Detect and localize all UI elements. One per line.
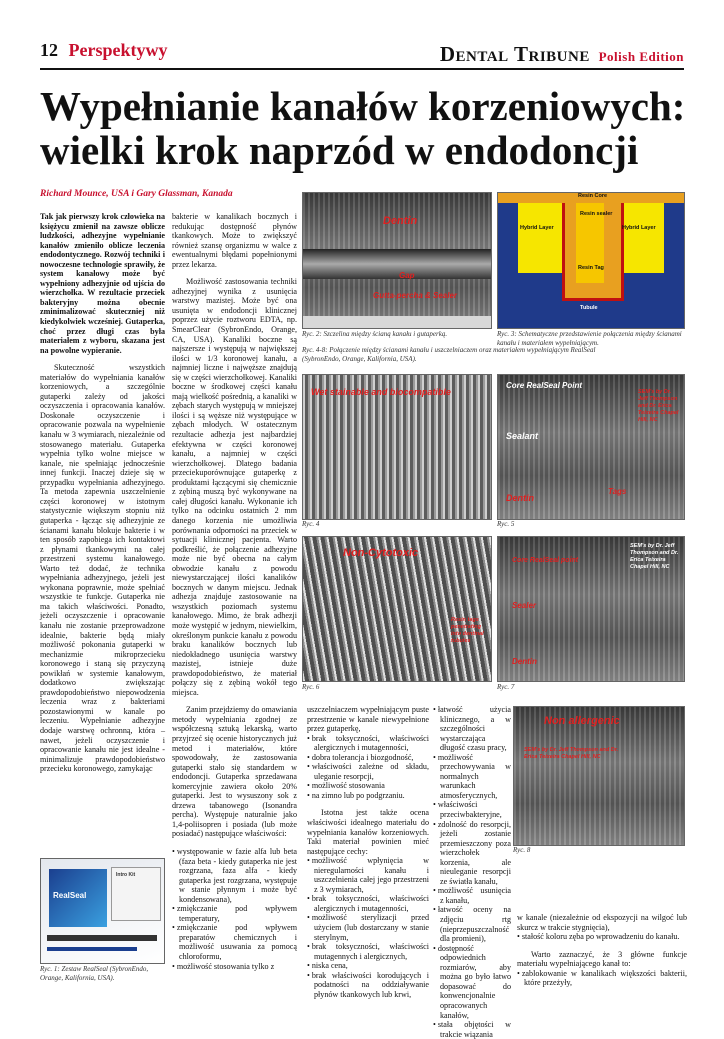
figure-5-caption: Ryc. 5 (497, 520, 515, 528)
page-header-left (40, 40, 167, 61)
page-header-right (440, 42, 684, 67)
text-column-4 (433, 705, 511, 1039)
figure-label: Wet stainable and biocompatible (311, 387, 451, 397)
figure-label: Core RealSeal point (512, 557, 579, 564)
syringe-shape (47, 935, 157, 941)
list-item: • łatwość oceny na zdjęciu rtg (nieprzepuszczalność dla promieni), (433, 905, 511, 943)
list-item: • zablokowanie w kanalikach większości bakterii, które przeżyły, (517, 969, 687, 988)
figure-4-sem-image (302, 374, 492, 520)
list-item: • zmiękczanie pod wpływem temperatury, (172, 904, 297, 923)
figure-3-caption: Ryc. 3: Schematyczne przedstawienie połączenia między ścianami kanału i materiałem wypełniającym. (497, 330, 682, 347)
list-item: • możliwość stosowania (307, 781, 429, 791)
kit-name-label: Intro Kit (116, 872, 136, 878)
figure-label: Tags (608, 487, 627, 496)
figure-6-caption: Ryc. 6 (302, 683, 320, 691)
figure-label: Dentin (512, 657, 537, 666)
figure-label: Dentin (383, 215, 418, 227)
figure-label: Gutta-percha & Sealer (373, 291, 458, 300)
text-column-2 (172, 212, 297, 971)
body-paragraph: Skuteczność wszystkich materiałów do wypełniania kanałów korzeniowych, a szczególnie gutaperki zależy od jakości oczyszczenia i opracowania kanałów. Doskonałe oczyszczenie i opracowanie pozwala na wypełnienie kanału w 3 wymiarach, niezależnie od stosowanego materiału. Gutaperka wypełnia tylko wolne miejsce w kanale, nie spełniając jednocześnie innej funkcji. Inaczej dzieje się w przypadku wypełniania adhezyjnego. Ta metoda zapewnia uszczelnienie części koronowej w istotnym statystycznie większym stopniu niż gutaperka - łącząc się adhezyjnie ze ścianami kanału blokuje bakterie i w ten sposób zapobiega ich kontaktowi z płynami tkankowymi na całej przestrzeni systemu kanałowego. Warto też dodać, że technika wypełniania adhezyjnego, jeżeli jest wykonana poprawnie, może spełniać wszystkie te funkcje. Gutaperka nie ma takich właściwości. Ponadto, jeżeli oczyszczenie i opracowanie kanału nie zostanie przeprowadzone idealnie, bakterie będą miały możliwość pokonania gutaperki w mechanizmie mikroprzecieku koronowego i staną się przyczyną powikłań w systemie kanałowym, dodatkowo zwiększając prawdopodobieństwo niepowodzenia leczenia wraz z bakteriami pozostawionymi w kanale po leczeniu. Wypełnianie adhezyjne dodaje warstwę ochronną, która – nawet, jeżeli oczyszczenie i opracowanie kanału nie jest idealne - minimalizuje prawdopodobieństwo przecieku koronowego, zamykając (40, 363, 165, 774)
figure-label: Hybrid Layer (622, 225, 656, 231)
list-item: • brak toksyczności, właściwości alergicznych i mutagenności, (307, 734, 429, 753)
section-name: Perspektywy (68, 40, 168, 60)
edition-label: Polish Edition (598, 49, 684, 64)
list-item: • zdolność do resorpcji, jeżeli zostanie przemieszczony poza wierzchołek korzenia, ale nieuleganie resorpcji ze światła kanału, (433, 820, 511, 887)
figure-label: SEM's by Dr. Jeff Thompson and Dr. Erica Teixeira Chapel Hill, NC (638, 389, 679, 423)
body-paragraph: uszczelniaczem wypełniającym puste przestrzenie w kanale niewypełnione przez gutaperkę, (307, 705, 429, 734)
figure-label: Gap (399, 271, 415, 280)
figure-label: Resin Tag (578, 265, 604, 271)
figure-1-caption: Ryc. 1: Zestaw RealSeal (SybronEndo, Orange, Kalifornia, USA). (40, 965, 149, 982)
ideal-material-list (307, 856, 429, 999)
body-paragraph: Zanim przejdziemy do omawiania metody wypełniania zgodnej ze współczesną sztuką lekarską, warto przyjrzeć się ocenie historycznych już metod i materiałów, które spowodowały, że zastosowania gutaperki stało się standardem w endodoncji. Gutaperka sprzedawana komercyjnie zawiera około 20% gutaperki. Jest to wysuszony sok z drzewa tabanowego (Isonandra percha). Występuje naturalnie jako 1,4-poliisopren i posiada (lub może posiadać) następujące właściwości: (172, 705, 297, 839)
list-item: • na zimno lub po podgrzaniu. (307, 791, 429, 801)
points-shape (47, 947, 137, 951)
figure-2-caption: Ryc. 2: Szczelina między ścianą kanału i gutaperką. (302, 330, 448, 338)
figure-4-caption: Ryc. 4 (302, 520, 320, 528)
figure-label: Non allergenic (544, 715, 620, 727)
list-item: • występowanie w fazie alfa lub beta (faza beta - kiedy gutaperka nie jest rozgrzana, faza alfa - kiedy gutaperka jest rozgrzana, występuje w stanie płynnym i może być kondensowana), (172, 847, 297, 904)
figure-label: Resin tags penetrating into dentinal tubules (451, 617, 484, 644)
list-item: • możliwość sterylizacji przed użyciem (lub dostarczany w stanie sterylnym, (307, 913, 429, 942)
properties-list (307, 734, 429, 801)
body-paragraph: w kanale (niezależnie od ekspozycji na wilgoć lub skurcz w trakcie stygnięcia), (517, 913, 687, 932)
kit-box (49, 869, 107, 927)
gap-band (303, 249, 491, 279)
list-item: • możliwość usunięcia z kanału, (433, 886, 511, 905)
list-item: • łatwość użycia klinicznego, a w szczególności wystarczająca długość czasu pracy, (433, 705, 511, 753)
figure-label: Non-Cytotoxic (343, 547, 419, 559)
article-title: Wypełnianie kanałów korzeniowych: wielki krok naprzód w endodoncji (40, 83, 686, 173)
figure-7-caption: Ryc. 7 (497, 683, 515, 691)
list-item: • dostępność odpowiednich rozmiarów, aby można go było łatwo dopasować do konwencjonalnie opracowanych kanałów, (433, 944, 511, 1020)
list-item: • niska cena, (307, 961, 429, 971)
text-column-3 (307, 705, 429, 999)
list-item: • dobra tolerancja i biozgodność, (307, 753, 429, 763)
body-paragraph: Warto zaznaczyć, że 3 główne funkcje materiału wypełniającego kanał to: (517, 949, 687, 969)
body-paragraph: bakterie w kanalikach bocznych i redukując dostępność płynów tkankowych. Może to zwiększyć również szansę organizmu w walce z ewentualnymi błędami popełnionymi przez lekarza. (172, 212, 297, 269)
sem-info-bar (303, 316, 491, 328)
list-item: • zmiękczanie pod wpływem preparatów chemicznych i możliwość usuwania za pomocą chloroformu, (172, 923, 297, 961)
list-item: • możliwość przechowywania w normalnych warunkach atmosferycznych, (433, 753, 511, 801)
figure-label: SEM's by Dr. Jeff Thompson and Dr. Erica Teixeira Chapel Hill, NC (630, 543, 679, 570)
list-item: • brak toksyczności, właściwości mutagennych i alergicznych, (307, 942, 429, 961)
functions-list (517, 969, 687, 988)
publication-brand: Dental Tribune (439, 42, 590, 66)
figure-1-kit-photo (40, 858, 165, 964)
list-item: • stała objętości w trakcie wiązania (433, 1020, 511, 1039)
figure-label: Tubule (580, 305, 598, 311)
body-paragraph: Możliwość zastosowania techniki adhezyjnej wynika z usunięcia warstwy mazistej. Może być ona usunięta w endodoncji klinicznej poprzez użycie roztworu EDTA, np. SmearClear (SybronEndo, Orange, CA, USA). Kanaliki boczne są najszersze i występują w największej ilości w 1/3 koronowej kanału, a najmniej liczne i najwęższe znajdują się w części wierzchołkowej. Kanaliki boczne w środkowej części kanału mają wielkość pośrednią, a kanaliki w zębach starych występują w mniejszej ilości i są węższe niż występujące w zębach młodych. W ostatecznym rezultacie adhezja jest najbardziej efektywna w części koronowej kanału, a najmniej w części wierzchołkowej. Dlatego badania przeciekuporównujące gutaperkę z produktami łączącymi się chemicznie z zębiną muszą być wykonywane na całej długości kanału. Wykonanie ich tylko na odcinku ostatnich 2 mm danego korzenia nie umożliwia porównania odporności na przeciek w sytuacji klinicznej pacjenta. Warto podkreślić, że połączenie adhezyjne może nie być obecna na całym obwodzie kanału z powodu niewystarczającej ilości kanalików bocznych w danym miejscu. Jednak adhezja znajduje zastosowanie na wszystkich poziomach systemu kanałowego. Mimo, że brak adhezji może występić w jednym, niewielkim, określonym punkcie kanału z powodu braku kanalików bocznych lub niedokładnego usunięcia warstwy mazistej, istnieje duże prawdopodobieństwo, że materiał połączy się z zębiną wokół tego miejsca. (172, 277, 297, 697)
page-number: 12 (40, 40, 58, 60)
figure-label: Sealer (512, 601, 537, 610)
figures-4-8-caption: Ryc. 4-8: Połączenie między ścianami kanału i uszczelniaczem oraz materiałem wypełniającym RealSeal (SybronEndo, Orange, Kalifornia, USA). (302, 346, 596, 363)
ideal-material-list (433, 705, 511, 1039)
figure-5-sem-image (497, 374, 685, 520)
figure-label: Resin Core (578, 193, 608, 199)
properties-list (172, 847, 297, 971)
figure-label: Resin sealer (580, 211, 613, 217)
list-item: • właściwości zależne od składu, uleganie resorpcji, (307, 762, 429, 781)
kit-brand-label: RealSeal (53, 891, 87, 900)
list-item: • możliwość wpłynięcia w nieregularności kanału i uszczelnienia całej jego przestrzeni z 3 wymiarach, (307, 856, 429, 894)
list-item: • brak właściwości korodujących i podatności na oddziaływanie płynów tkankowych lub krwi, (307, 971, 429, 1000)
figure-8-sem-image (513, 706, 685, 846)
header-rule (40, 68, 684, 70)
ideal-material-list (517, 932, 687, 942)
figure-label: Dentin (506, 493, 534, 503)
article-byline: Richard Mounce, USA i Gary Glassman, Kanada (40, 189, 233, 199)
figure-label: Core RealSeal Point (506, 381, 583, 390)
figure-3-schematic (497, 192, 685, 329)
list-item: • brak toksyczności, właściwości alergicznych i mutagenności, (307, 894, 429, 913)
lead-paragraph: Tak jak pierwszy krok człowieka na księżycu zmienił na zawsze oblicze ludzkości, adhezyjne wypełnianie kanałów zmieniło oblicze leczenia endodontycznego. Rozwój techniki i nowoczesne technologie sprawiły, że system kanałowy może być wypełniony adhezyjnie od ujścia do wierzchołka. W rezultacie przeciek bakteryjny można obecnie zminimalizować skuteczniej niż kiedykolwiek wcześniej. Gutaperka, choć przez długi czas była materiałem z wyboru, skazana jest na powolne wypieranie. (40, 212, 165, 355)
list-item: • możliwość stosowania tylko z (172, 962, 297, 972)
list-item: • właściwości przeciwbakteryjne, (433, 800, 511, 819)
figure-8-caption: Ryc. 8 (513, 846, 531, 854)
body-paragraph: Istotna jest także ocena właściwości idealnego materiału do wypełniania kanałów korzeniowych. Taki materiał powinien mieć następujące cechy: (307, 808, 429, 856)
figure-7-sem-image (497, 536, 685, 682)
figure-6-sem-image (302, 536, 492, 682)
figure-label: Sealant (506, 431, 539, 441)
text-column-5 (517, 913, 687, 988)
figure-2-sem-image (302, 192, 492, 329)
figure-label: SEM's by Dr. Jeff Thompson and Dr. Erica Teixeira Chapel Hill, NC (524, 747, 619, 760)
figure-label: Hybrid Layer (520, 225, 554, 231)
text-column-1 (40, 212, 165, 782)
kit-case (111, 867, 161, 921)
list-item: • stałość koloru zęba po wprowadzeniu do kanału. (517, 932, 687, 942)
